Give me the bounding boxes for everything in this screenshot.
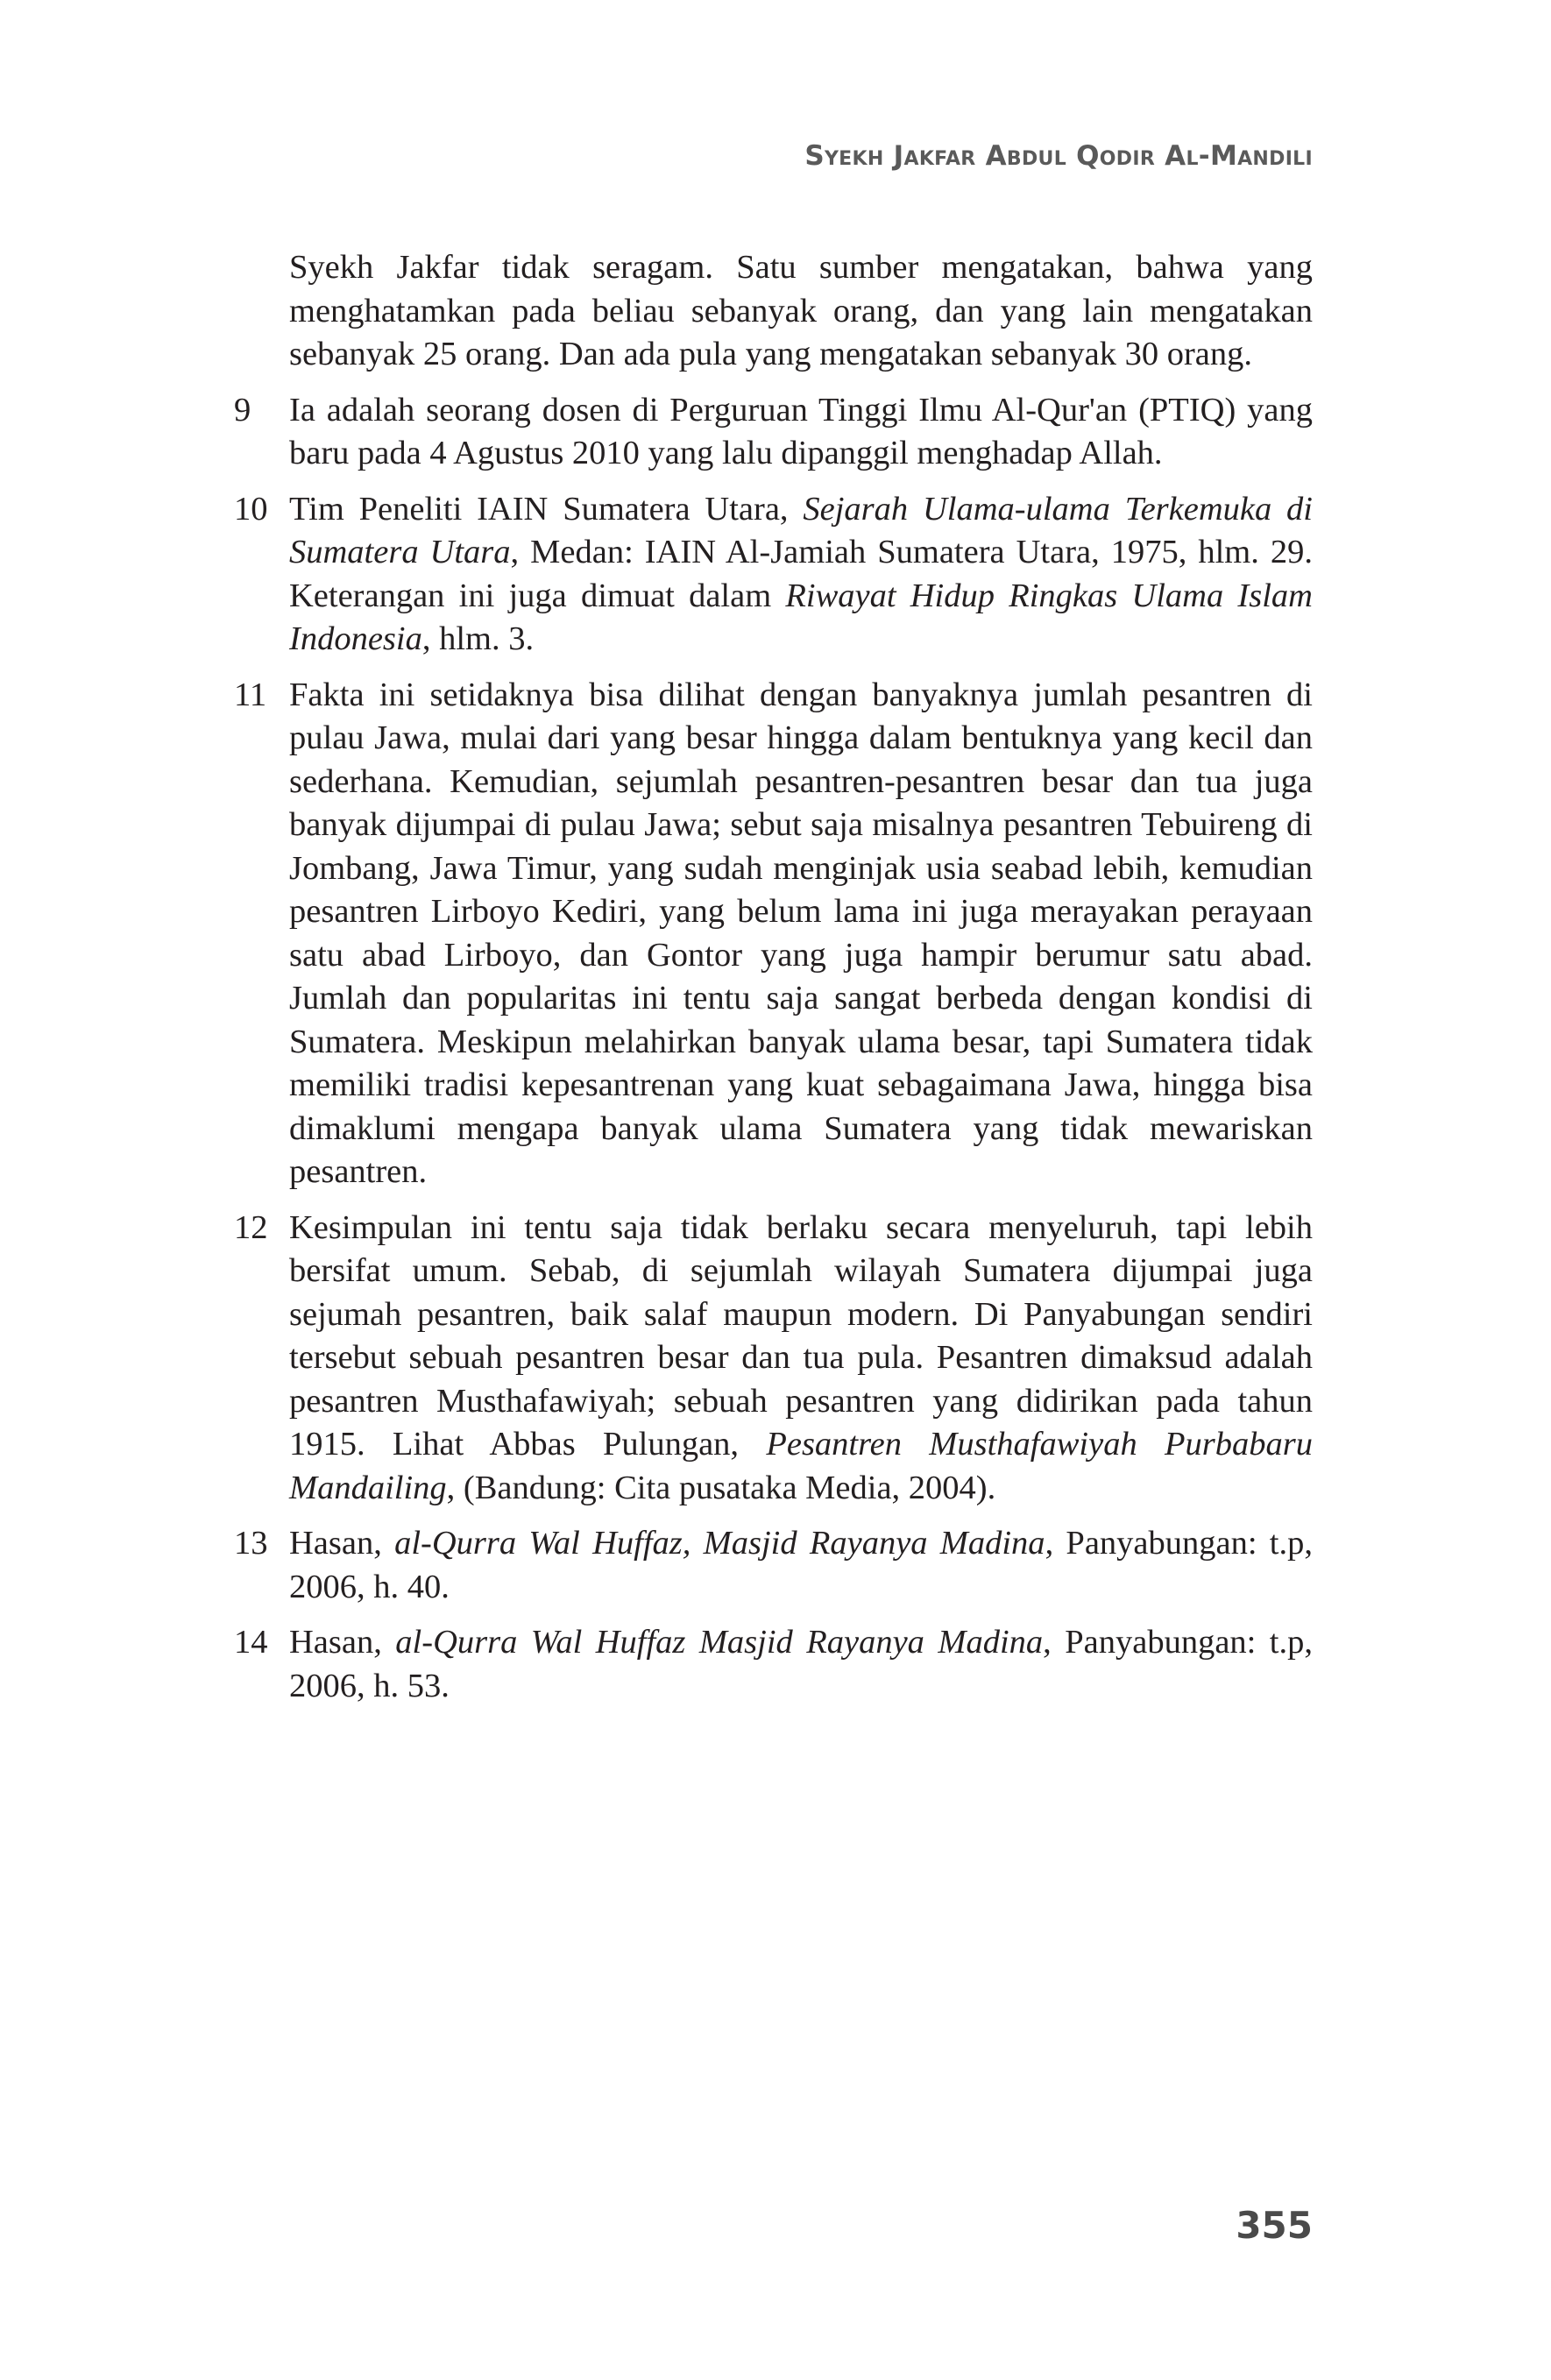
footnote-12 <box>234 1207 1313 1511</box>
footnote-text: Ia adalah seorang dosen di Perguruan Tinggi Ilmu Al-Qur'an (PTIQ) yang baru pada 4 Agustus 2010 yang lalu dipanggil menghadap Allah. <box>289 391 1313 471</box>
page-number: 355 <box>1236 2204 1313 2247</box>
book-title: Pesantren Musthafawiyah Purbabaru Mandailing <box>289 1426 1313 1506</box>
footnote-text: Fakta ini setidaknya bisa dilihat dengan banyaknya jumlah pesantren di pulau Jawa, mulai dari yang besar hingga dalam bentuknya yang kecil dan sederhana. Kemudian, sejumlah pesantren-pesantren besar dan tua juga banyak dijumpai di pulau Jawa; sebut saja misalnya pesantren Tebuireng di Jombang, Jawa Timur, yang sudah menginjak usia seabad lebih, kemudian pesantren Lirboyo Kediri, yang belum lama ini juga merayakan perayaan satu abad Lirboyo, dan Gontor yang juga hampir berumur satu abad. Jumlah dan popularitas ini tentu saja sangat berbeda dengan kondisi di Sumatera. Meskipun melahirkan banyak ulama besar, tapi Sumatera tidak memiliki tradisi kepesantrenan yang kuat sebagaimana Jawa, hingga bisa dimaklumi mengapa banyak ulama Sumatera yang tidak mewariskan pesantren. <box>289 676 1313 1190</box>
footnote-text: Hasan, al-Qurra Wal Huffaz, Masjid Rayanya Madina, Panyabungan: t.p, 2006, h. 40. <box>289 1525 1313 1605</box>
book-title: Riwayat Hidup Ringkas Ulama Islam Indonesia <box>289 577 1313 657</box>
footnotes-list <box>234 246 1313 1720</box>
footnote-text: Syekh Jakfar tidak seragam. Satu sumber mengatakan, bahwa yang menghatamkan pada beliau sebanyak orang, dan yang lain mengatakan sebanyak 25 orang. Dan ada pula yang mengatakan sebanyak 30 orang. <box>289 249 1313 372</box>
footnote-number: 14 <box>234 1624 268 1661</box>
footnote-text: Hasan, al-Qurra Wal Huffaz Masjid Rayanya Madina, Panyabungan: t.p, 2006, h. 53. <box>289 1624 1313 1704</box>
footnote-13 <box>234 1522 1313 1609</box>
footnote-number: 12 <box>234 1208 268 1246</box>
book-title: al-Qurra Wal Huffaz, Masjid Rayanya Madina <box>394 1525 1045 1562</box>
footnote-11 <box>234 674 1313 1194</box>
footnote-14 <box>234 1621 1313 1708</box>
footnote-continuation <box>234 246 1313 377</box>
footnote-9 <box>234 389 1313 476</box>
footnote-number: 11 <box>234 676 267 713</box>
footnote-number: 9 <box>234 391 251 429</box>
footnote-number: 10 <box>234 490 268 528</box>
book-title: al-Qurra Wal Huffaz Masjid Rayanya Madina <box>395 1624 1044 1661</box>
footnote-10 <box>234 488 1313 662</box>
running-head: Syekh Jakfar Abdul Qodir Al-Mandili <box>804 140 1313 172</box>
book-title: Sejarah Ulama-ulama Terkemuka di Sumatera Utara <box>289 490 1313 570</box>
footnote-number <box>234 246 289 377</box>
footnote-text: Tim Peneliti IAIN Sumatera Utara, Sejarah Ulama-ulama Terkemuka di Sumatera Utara, Medan: IAIN Al-Jamiah Sumatera Utara, 1975, hlm. 29. Keterangan ini juga dimuat dalam Riwayat Hidup Ringkas Ulama Islam Indonesia, hlm. 3. <box>289 490 1313 657</box>
footnote-text: Kesimpulan ini tentu saja tidak berlaku secara menyeluruh, tapi lebih bersifat umum. Sebab, di sejumlah wilayah Sumatera dijumpai juga sejumah pesantren, baik salaf maupun modern. Di Panyabungan sendiri tersebut sebuah pesantren besar dan tua pula. Pesantren dimaksud adalah pesantren Musthafawiyah; sebuah pesantren yang didirikan pada tahun 1915. Lihat Abbas Pulungan, Pesantren Musthafawiyah Purbabaru Mandailing, (Bandung: Cita pusataka Media, 2004). <box>289 1208 1313 1506</box>
footnote-number: 13 <box>234 1525 268 1562</box>
